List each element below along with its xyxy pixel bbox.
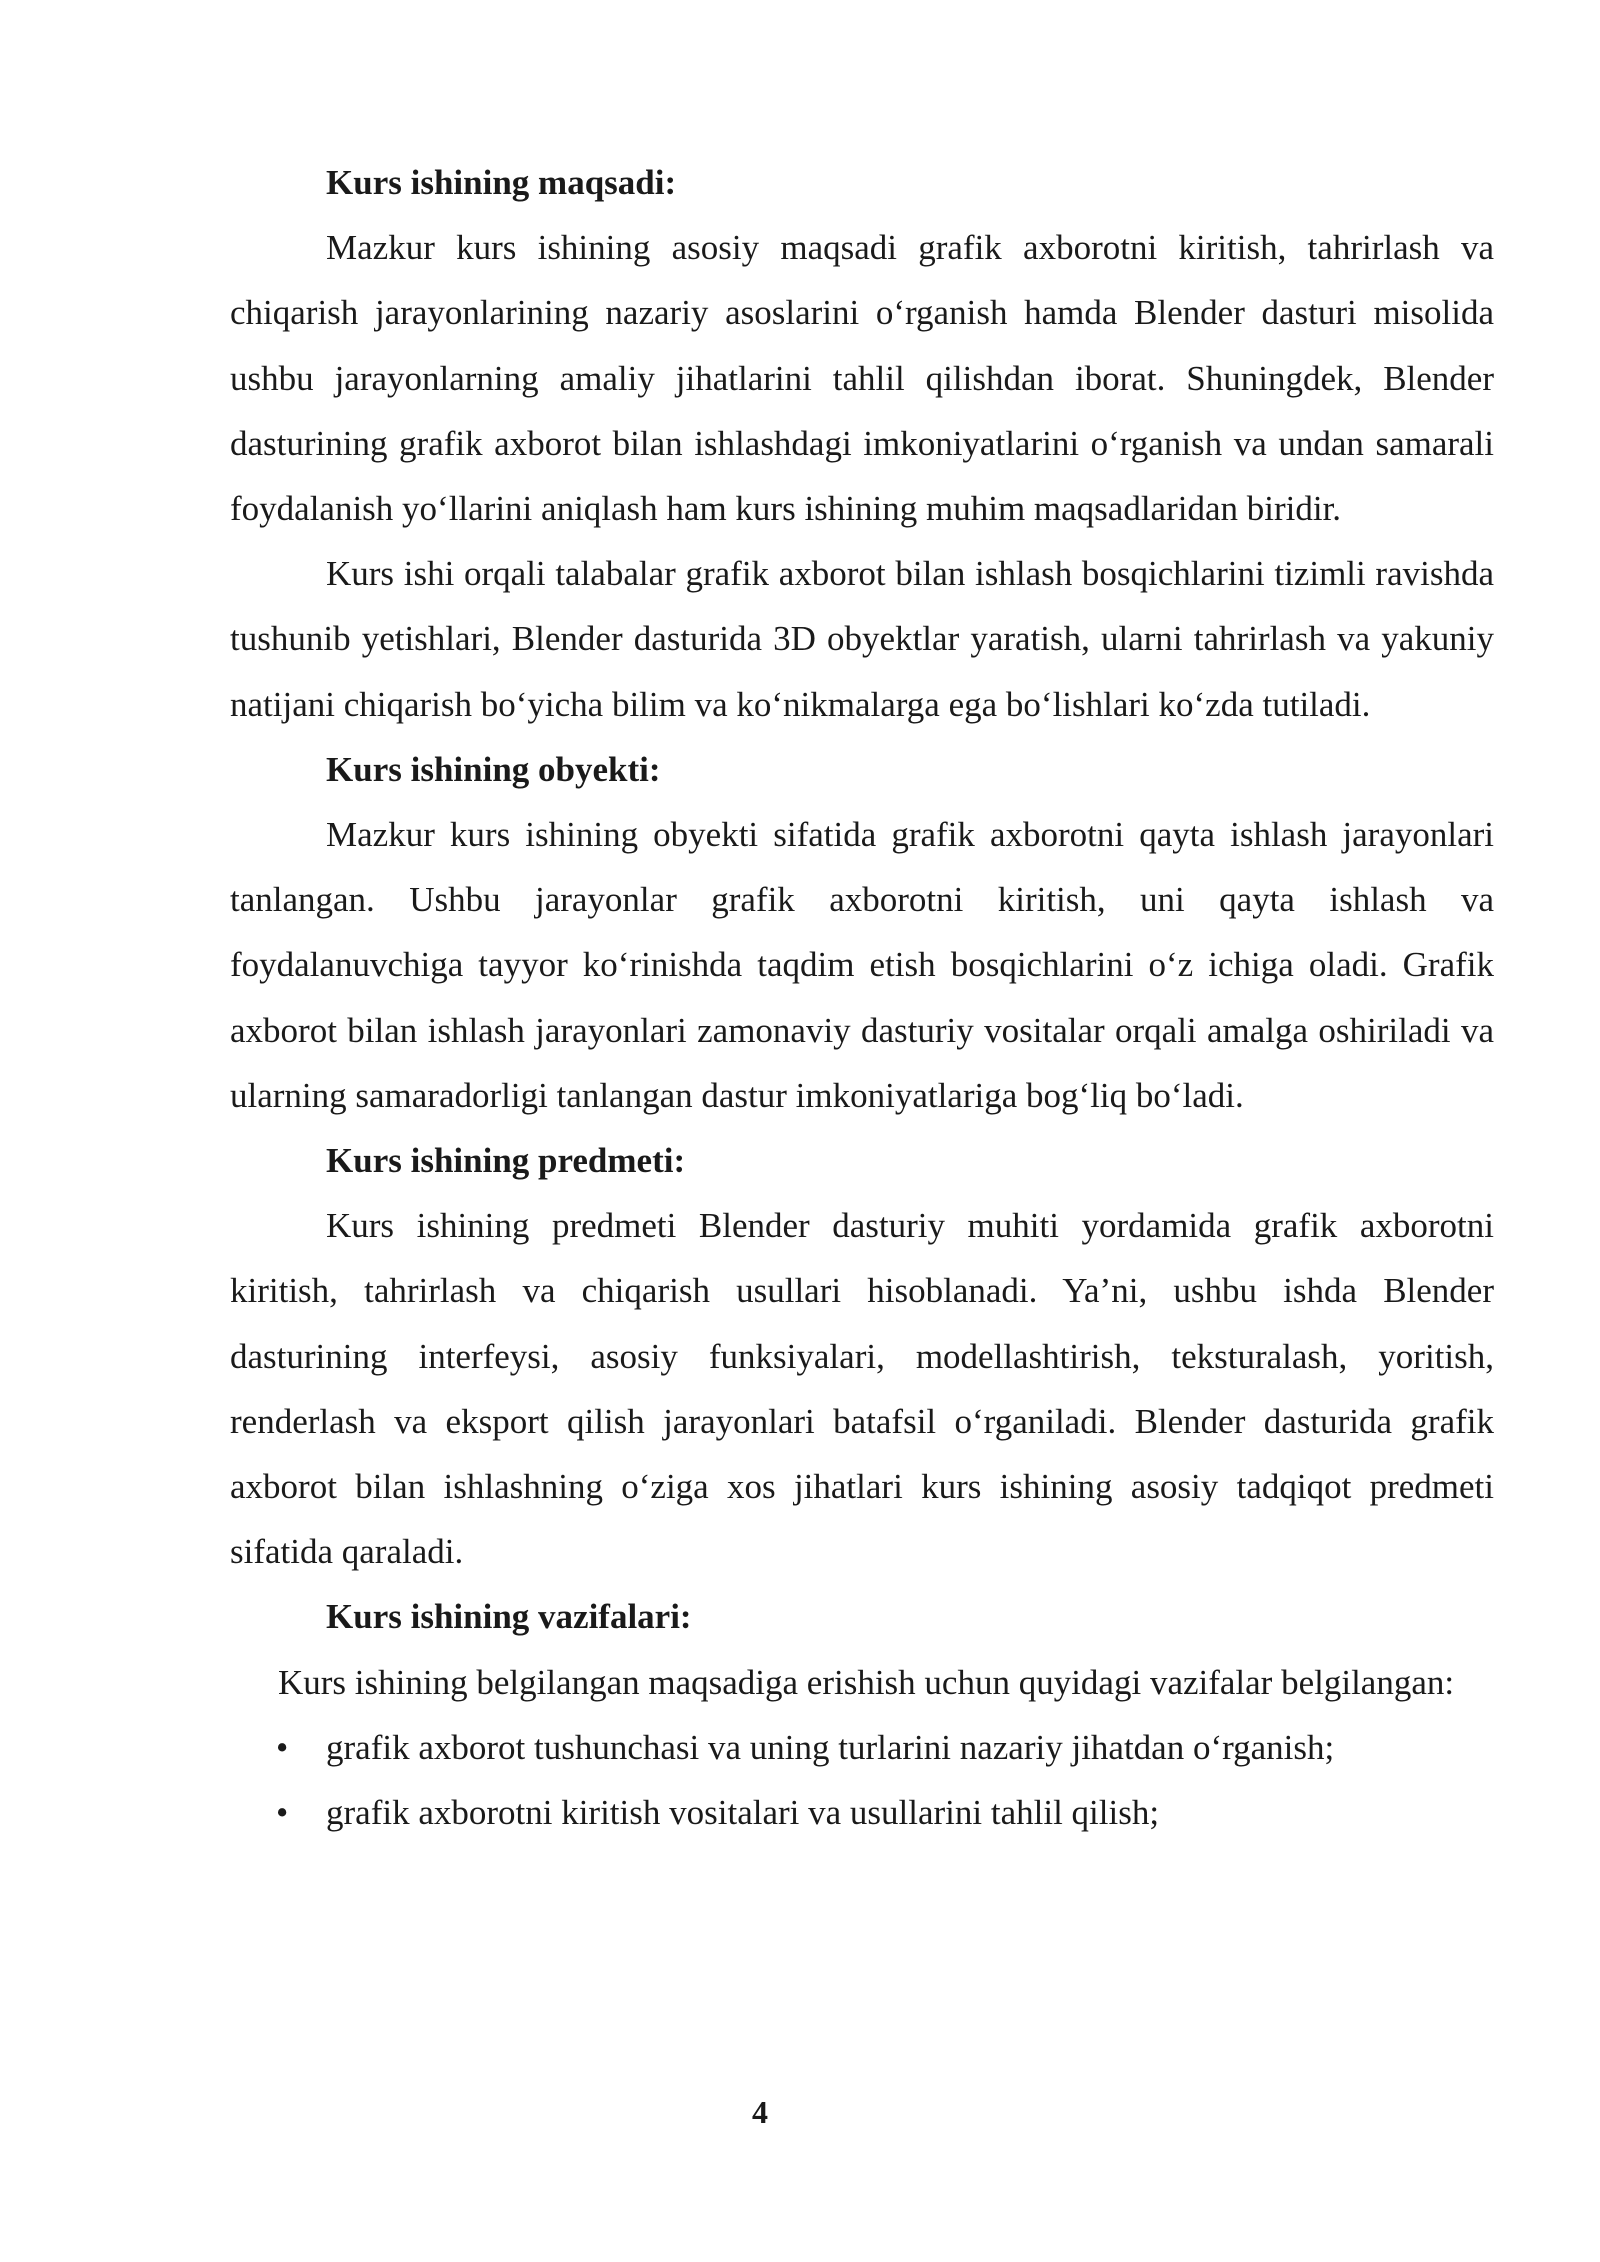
list-item-text: grafik axborotni kiritish vositalari va usullarini tahlil qilish; xyxy=(326,1793,1160,1833)
paragraph-vazifalari-intro: Kurs ishining belgilangan maqsadiga erishish uchun quyidagi vazifalar belgilangan: xyxy=(278,1662,1455,1702)
list-item-text: grafik axborot tushunchasi va uning turlarini nazariy jihatdan o‘rganish; xyxy=(326,1727,1335,1767)
paragraph-obyekti-1: Mazkur kurs ishining obyekti sifatida grafik axborotni qayta ishlash jarayonlari tanlangan. Ushbu jarayonlar grafik axborotni kiritish, uni qayta ishlash va foydalanuvchiga tayyor ko‘rinishda taqdim etish bosqichlarini o‘z ichiga oladi. Grafik axborot bilan ishlash jarayonlari zamonaviy dasturiy vositalar orqali amalga oshiriladi va ularning samaradorligi tanlangan dastur imkoniyatlariga bog‘liq bo‘ladi. xyxy=(230,815,1494,1115)
section-heading-maqsadi: Kurs ishining maqsadi: xyxy=(326,163,677,202)
paragraph-maqsadi-2: Kurs ishi orqali talabalar grafik axborot bilan ishlash bosqichlarini tizimli ravishda tushunib yetishlari, Blender dasturida 3D obyektlar yaratish, ularni tahrirlash va yakuniy natijani chiqarish bo‘yicha bilim va ko‘nikmalarga ega bo‘lishlari ko‘zda tutiladi. xyxy=(230,554,1494,724)
paragraph-maqsadi-1: Mazkur kurs ishining asosiy maqsadi grafik axborotni kiritish, tahrirlash va chiqarish jarayonlarining nazariy asoslarini o‘rganish hamda Blender dasturi misolida ushbu jarayonlarning amaliy jihatlarini tahlil qilishdan iborat. Shuningdek, Blender dasturining grafik axborot bilan ishlashdagi imkoniyatlarini o‘rganish va undan samarali foydalanish yo‘llarini aniqlash ham kurs ishining muhim maqsadlaridan biridir. xyxy=(230,228,1494,529)
bullet-icon: • xyxy=(276,1793,289,1833)
list-item xyxy=(230,1780,1494,1845)
section-heading-obyekti: Kurs ishining obyekti: xyxy=(326,749,661,789)
section-heading-vazifalari: Kurs ishining vazifalari: xyxy=(326,1597,692,1637)
document-page xyxy=(230,150,1494,1845)
section-heading-predmeti: Kurs ishining predmeti: xyxy=(326,1141,686,1181)
page-number: 4 xyxy=(752,2094,768,2130)
tasks-list xyxy=(230,1715,1494,1845)
bullet-icon: • xyxy=(276,1727,289,1767)
paragraph-predmeti-1: Kurs ishining predmeti Blender dasturiy muhiti yordamida grafik axborotni kiritish, tahrirlash va chiqarish usullari hisoblanadi. Ya’ni, ushbu ishda Blender dasturining interfeysi, asosiy funksiyalari, modellashtirish, teksturalash, yoritish, renderlash va eksport qilish jarayonlari batafsil o‘rganiladi. Blender dasturida grafik axborot bilan ishlashning o‘ziga xos jihatlari kurs ishining asosiy tadqiqot predmeti sifatida qaraladi. xyxy=(230,1206,1494,1572)
list-item xyxy=(230,1715,1494,1780)
